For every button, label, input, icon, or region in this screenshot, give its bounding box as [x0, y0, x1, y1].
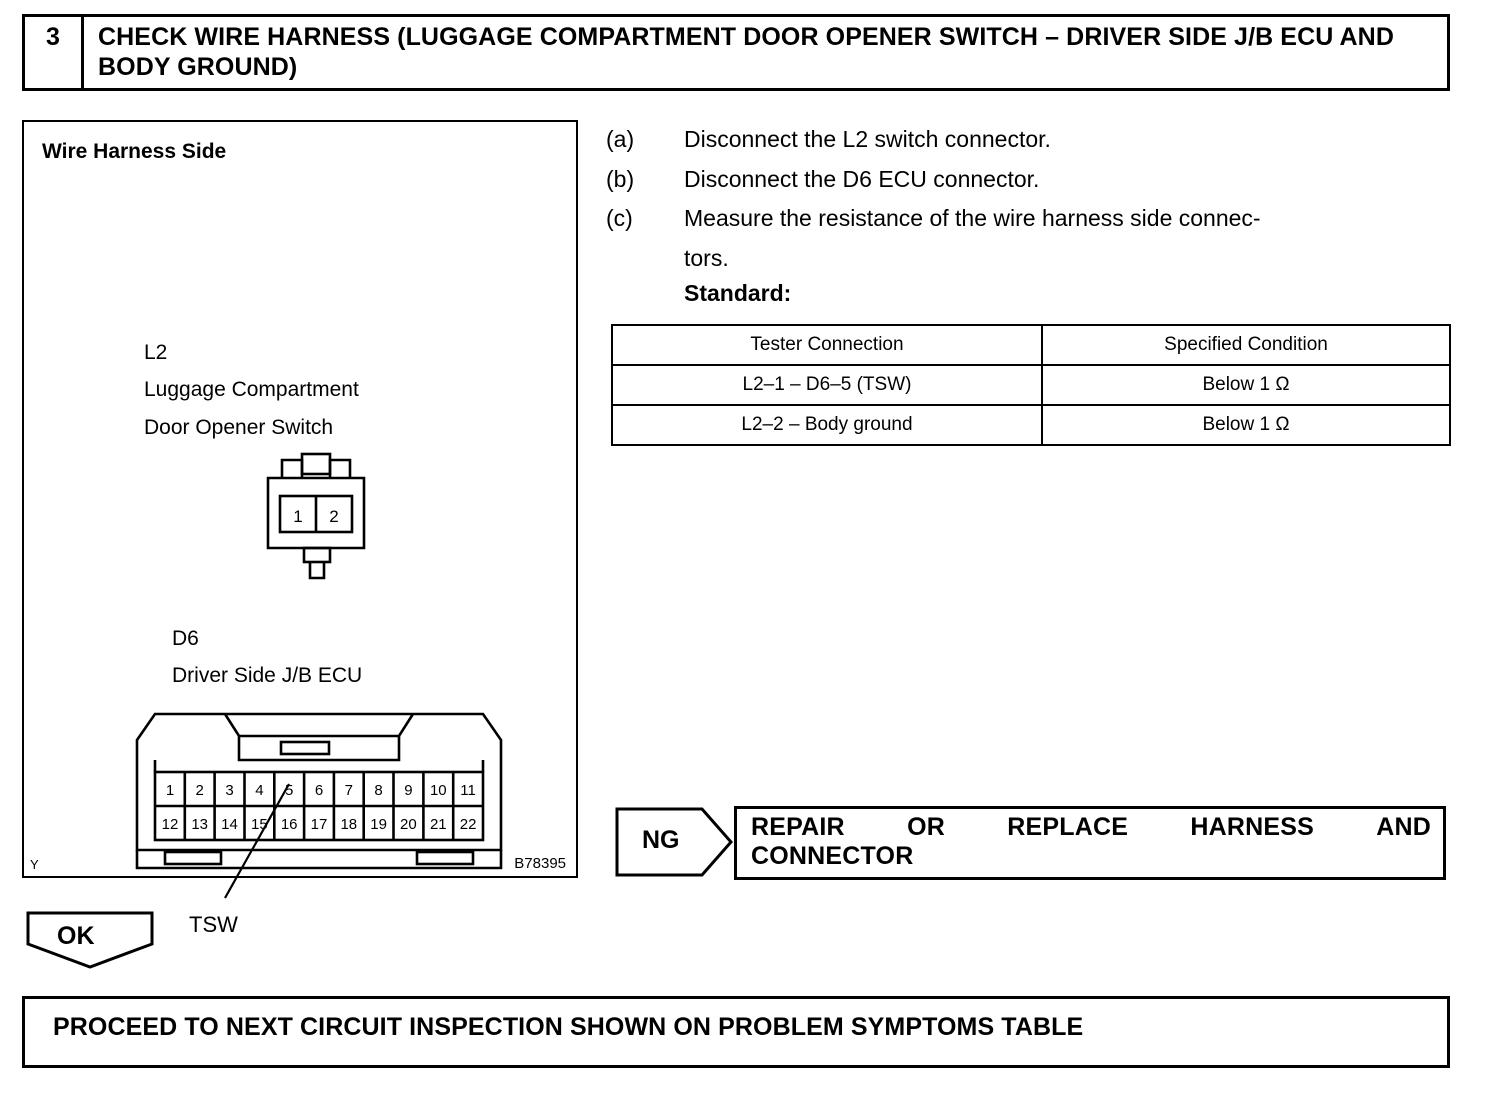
- svg-text:3: 3: [225, 782, 234, 799]
- illustration-title: Wire Harness Side: [42, 140, 227, 163]
- svg-text:17: 17: [310, 816, 328, 833]
- ng-action-word-and: AND: [1376, 813, 1431, 841]
- ng-action-word-harness: HARNESS: [1190, 813, 1314, 841]
- svg-text:10: 10: [429, 782, 447, 799]
- connector-l2-drawing: [252, 452, 382, 587]
- connector-l2-name-line1: Luggage Compartment: [144, 378, 359, 402]
- table-row: [612, 365, 1450, 405]
- svg-text:21: 21: [429, 816, 447, 833]
- step-header: [22, 14, 1450, 91]
- connector-l2-code: L2: [144, 341, 168, 364]
- procedure-text: tors.: [684, 244, 729, 271]
- table-header-specified-condition: Specified Condition: [1042, 325, 1450, 365]
- svg-text:2: 2: [195, 782, 204, 799]
- svg-text:22: 22: [459, 816, 477, 833]
- procedure-text: Disconnect the D6 ECU connector.: [684, 165, 1040, 192]
- ng-result-block: [614, 806, 1446, 880]
- svg-text:6: 6: [314, 782, 324, 799]
- svg-text:5: 5: [285, 782, 294, 799]
- connector-d6-drawing: [129, 702, 509, 932]
- table-row: [612, 405, 1450, 445]
- svg-text:7: 7: [344, 782, 353, 799]
- standard-label: Standard:: [684, 280, 792, 306]
- connector-d6-callout: TSW: [189, 912, 238, 937]
- connector-d6-label: [172, 620, 362, 695]
- ok-tag: [25, 910, 155, 970]
- procedure-text: Disconnect the L2 switch connector.: [684, 126, 1051, 152]
- svg-text:18: 18: [340, 816, 358, 833]
- step-title: CHECK WIRE HARNESS (LUGGAGE COMPARTMENT DOOR OPENER SWITCH – DRIVER SIDE J/B ECU AND BODY GROUND): [98, 23, 1394, 81]
- ng-action-word-repair: REPAIR: [751, 813, 845, 841]
- procedure-marker: (b): [606, 165, 635, 192]
- procedure-item: [606, 199, 1462, 239]
- svg-text:1: 1: [165, 782, 175, 799]
- ok-label: OK: [57, 922, 95, 950]
- ng-label: NG: [642, 826, 680, 854]
- corner-code: Y: [30, 857, 39, 872]
- table-cell-specified-condition: Below 1 Ω: [1042, 405, 1450, 445]
- ng-action-word-connector: CONNECTOR: [751, 842, 914, 870]
- table-cell-tester-connection: L2–2 – Body ground: [612, 405, 1042, 445]
- proceed-banner: PROCEED TO NEXT CIRCUIT INSPECTION SHOWN ON PROBLEM SYMPTOMS TABLE: [22, 996, 1450, 1068]
- table-header-row: [612, 325, 1450, 365]
- figure-code: B78395: [514, 855, 566, 872]
- svg-text:15: 15: [251, 816, 268, 833]
- svg-text:20: 20: [400, 816, 417, 833]
- procedure-list: [606, 120, 1462, 278]
- connector-l2-pin-1: 1: [293, 507, 303, 526]
- ng-action-word-replace: REPLACE: [1007, 813, 1129, 841]
- svg-text:19: 19: [370, 816, 387, 833]
- svg-text:4: 4: [255, 782, 264, 799]
- svg-text:14: 14: [221, 816, 238, 833]
- procedure-text: Measure the resistance of the wire harness side connec-: [684, 205, 1261, 232]
- svg-text:11: 11: [460, 782, 476, 799]
- connector-l2-pin-2: 2: [329, 507, 339, 526]
- step-number: 3: [25, 17, 84, 88]
- ng-action-box: [734, 806, 1446, 880]
- procedure-marker: (a): [606, 126, 635, 152]
- table-header-tester-connection: Tester Connection: [612, 325, 1042, 365]
- procedure-marker: [606, 239, 684, 279]
- svg-text:16: 16: [280, 816, 298, 833]
- ng-tag: [614, 806, 734, 878]
- procedure-marker: (c): [606, 205, 633, 232]
- connector-d6-name: Driver Side J/B ECU: [172, 664, 363, 688]
- svg-text:12: 12: [161, 816, 179, 833]
- specification-table: [611, 324, 1451, 446]
- table-cell-tester-connection: L2–1 – D6–5 (TSW): [612, 365, 1042, 405]
- procedure-item-continuation: [606, 239, 1462, 279]
- svg-text:13: 13: [191, 816, 209, 833]
- svg-text:9: 9: [404, 782, 413, 799]
- connector-d6-code: D6: [172, 627, 199, 650]
- connector-l2-label: [144, 334, 359, 446]
- procedure-item: [606, 120, 1462, 160]
- procedure-item: [606, 160, 1462, 200]
- table-cell-specified-condition: Below 1 Ω: [1042, 365, 1450, 405]
- connector-l2-name-line2: Door Opener Switch: [144, 415, 334, 439]
- ng-action-word-or: OR: [907, 813, 945, 841]
- svg-text:8: 8: [374, 782, 383, 799]
